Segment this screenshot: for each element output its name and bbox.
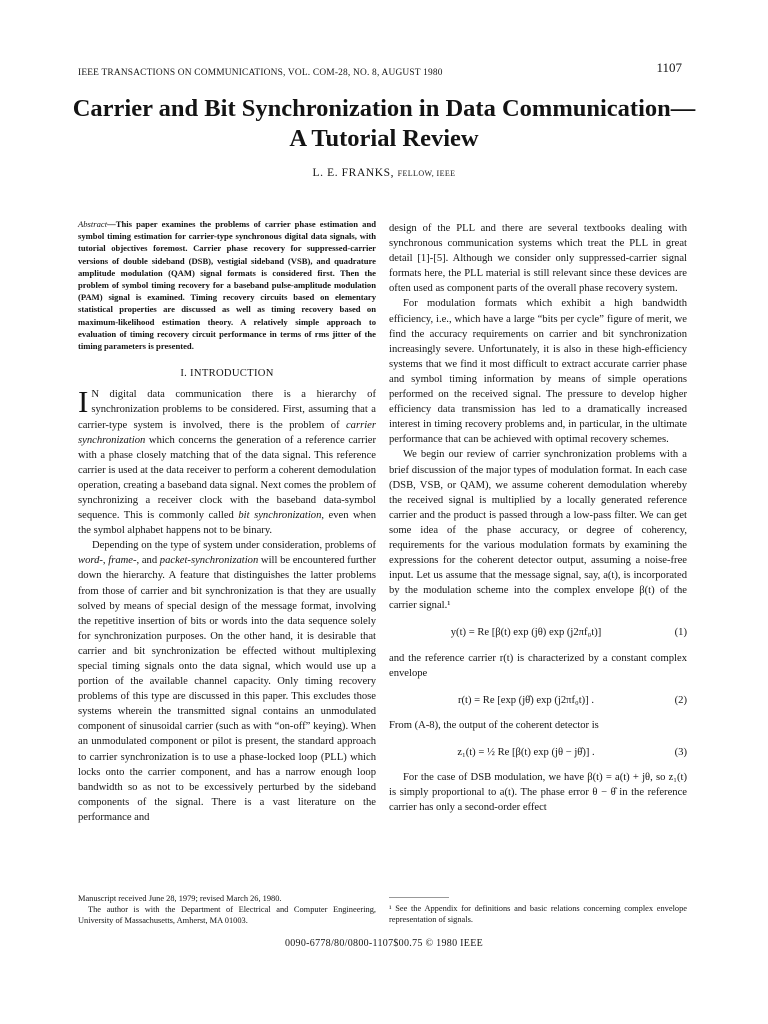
footnote-received: Manuscript received June 28, 1979; revised March 26, 1980. (78, 894, 282, 903)
right-paragraph-3: We begin our review of carrier synchronization problems with a brief discussion of the major types of modulation format. In each case (DSB, VSB, or QAM), we assume coherent demodulation whereby the received signal is multiplied by a locally generated reference carrier and the product is passed through a low-pass filter. We can get some idea of the phase accuracy, or degree of coherency, requirements for the various modulation formats by examining the expressions for the coherent detector output, assuming a noise-free input. Let us assume that the message signal, say, a(t), is incorporated by the modulation scheme into the complex envelope β(t) of the carrier signal.¹ (389, 449, 687, 612)
right-paragraph-5: From (A-8), the output of the coherent detector is (389, 719, 599, 731)
running-head: IEEE TRANSACTIONS ON COMMUNICATIONS, VOL. COM-28, NO. 8, AUGUST 1980 (78, 68, 443, 78)
intro-p2-text-d: will be encountered further down the hierarchy. A feature that distinguishes the latter problems from those of carrier and bit synchronization is that they are usually solved by means of special design of the message format, involving the repetitive insertion of bits or words into the data sequence solely for synchronization purposes. On the other hand, it is desirable that carrier and bit synchronization be effected without multiplexing special timing signals onto the data signal, which would use up a portion of the available channel capacity. Only timing recovery problems of this type are discussed in this paper. This excludes those systems wherein the transmitted signal contains an unmodulated component of sinusoidal carrier (such as with “on-off” keying). When an unmodulated component or pilot is present, the standard approach to carrier synchronization is to use a phase-locked loop (PLL) which locks onto the carrier component, and has a narrow enough loop bandwidth so as not to be excessively perturbed by the sideband components of the signal. There is a vast literature on the performance and (78, 555, 376, 823)
intro-p2-italic-2: frame- (108, 555, 137, 567)
left-column (78, 218, 376, 825)
intro-p1-italic-2: bit synchronization (238, 510, 322, 522)
right-paragraph-4: and the reference carrier r(t) is characterized by a constant complex envelope (389, 652, 687, 679)
drop-cap: I (78, 384, 89, 420)
equation-2 (389, 693, 687, 708)
footnote-rule (389, 897, 449, 898)
footnote-affiliation: The author is with the Department of Electrical and Computer Engineering, University of Massachusetts, Amherst, MA 01003. (78, 905, 376, 925)
intro-paragraph-2 (78, 538, 376, 825)
equation-1 (389, 625, 687, 640)
copyright-line: 0090-6778/80/0800-1107$00.75 © 1980 IEEE (284, 938, 484, 949)
title-line-1: Carrier and Bit Synchronization in Data Communication— (72, 95, 696, 122)
intro-p2-text-a: Depending on the type of system under consideration, problems of (92, 540, 376, 552)
intro-p2-text-c: , and (136, 555, 160, 567)
author-line (0, 167, 768, 179)
right-paragraph-1: design of the PLL and there are several textbooks dealing with synchronous communication systems which treat the PLL in great detail [1]-[5]. Although we consider only suppressed-carrier signal formats here, the PLL material is still relevant since these devices are often used as component parts of the overall phase recovery system. (389, 223, 687, 295)
intro-p1-text-b: which concerns the generation of a reference carrier with a phase closely matching that of the data signal. This reference carrier is used at the data receiver to perform a coherent demodulation operation, creating a baseband data signal. Next comes the problem of synchronizing a receiver clock with the baseband data-symbol sequence. This is commonly called (78, 434, 376, 522)
intro-p2-italic-1: word- (78, 555, 103, 567)
appendix-footnote: ¹ See the Appendix for definitions and basic relations concerning complex envelope representation of signals. (389, 904, 687, 924)
intro-p2-text-b: , (102, 555, 109, 567)
equation-3-number: (3) (674, 746, 687, 758)
equation-2-expression: r(t) = Re [exp (jθ̂) exp (j2πf₀t)] . (458, 694, 594, 706)
intro-p1-text-c: , even when the symbol alphabet happens not to be binary. (78, 510, 377, 537)
author-name: L. E. FRANKS, (312, 167, 395, 179)
right-column (389, 221, 687, 815)
abstract (78, 218, 376, 352)
title-line-2: A Tutorial Review (289, 125, 479, 152)
abstract-text: —This paper examines the problems of carrier phase estimation and symbol timing estimation for carrier-type synchronous digital data signals, with tutorial objectives foremost. Carrier phase recovery for suppressed-carrier versions of double sideband (DSB), vestigial sideband (VSB), and quadrature amplitude modulation (QAM) signal formats is considered first. Then the problem of symbol timing recovery for a baseband pulse-amplitude modulation (PAM) signal is examined. Timing recovery circuits based on elementary statistical properties are discussed as well as timing recovery based on maximum-likelihood estimation theory. A relatively simple approach to evaluation of timing recovery circuit performance in terms of rms jitter of the timing parameters is presented. (78, 219, 376, 352)
equation-1-number: (1) (674, 627, 687, 639)
equation-1-expression: y(t) = Re [β(t) exp (jθ) exp (j2πf₀t)] (450, 627, 602, 639)
equation-3-expression: z₁(t) = ½ Re [β(t) exp (jθ − jθ̂)] . (457, 746, 595, 758)
intro-p2-italic-3: packet-synchronization (159, 555, 259, 567)
equation-3 (389, 745, 687, 760)
intro-p1-text-a: N digital data communication there is a hierarchy of synchronization problems to be considered. First, assuming that a carrier-type system is involved, there is the problem of (78, 389, 376, 431)
page-number: 1107 (656, 60, 682, 75)
intro-paragraph-1 (78, 384, 377, 538)
right-paragraph-6: For the case of DSB modulation, we have β(t) = a(t) + jθ, so z₁(t) is simply proportional to a(t). The phase error θ − θ̂ in the reference carrier has only a second-order effect (389, 772, 687, 814)
abstract-lead: Abstract (78, 219, 108, 229)
intro-p1-italic-1: carrier synchronization (78, 419, 376, 446)
manuscript-footnote (78, 893, 376, 926)
author-affiliation: FELLOW, IEEE (397, 169, 456, 178)
equation-2-number: (2) (674, 694, 687, 706)
section-heading: I. INTRODUCTION (180, 368, 274, 380)
paper-title (40, 94, 728, 154)
right-paragraph-2: For modulation formats which exhibit a high bandwidth efficiency, i.e., which have a large “bits per cycle” figure of merit, we find the accuracy requirements on carrier and bit synchronization increasingly severe. Unfortunately, it is also in these high-efficiency systems that we find it most difficult to extract accurate carrier phase and symbol timing information by means of simple operations performed on the received signal. The pressure to develop higher efficiency data transmission has led to a dramatically increased interest in timing recovery problems and, in particular, in the ultimate performance that can be achieved with optimal recovery schemes. (389, 298, 687, 446)
